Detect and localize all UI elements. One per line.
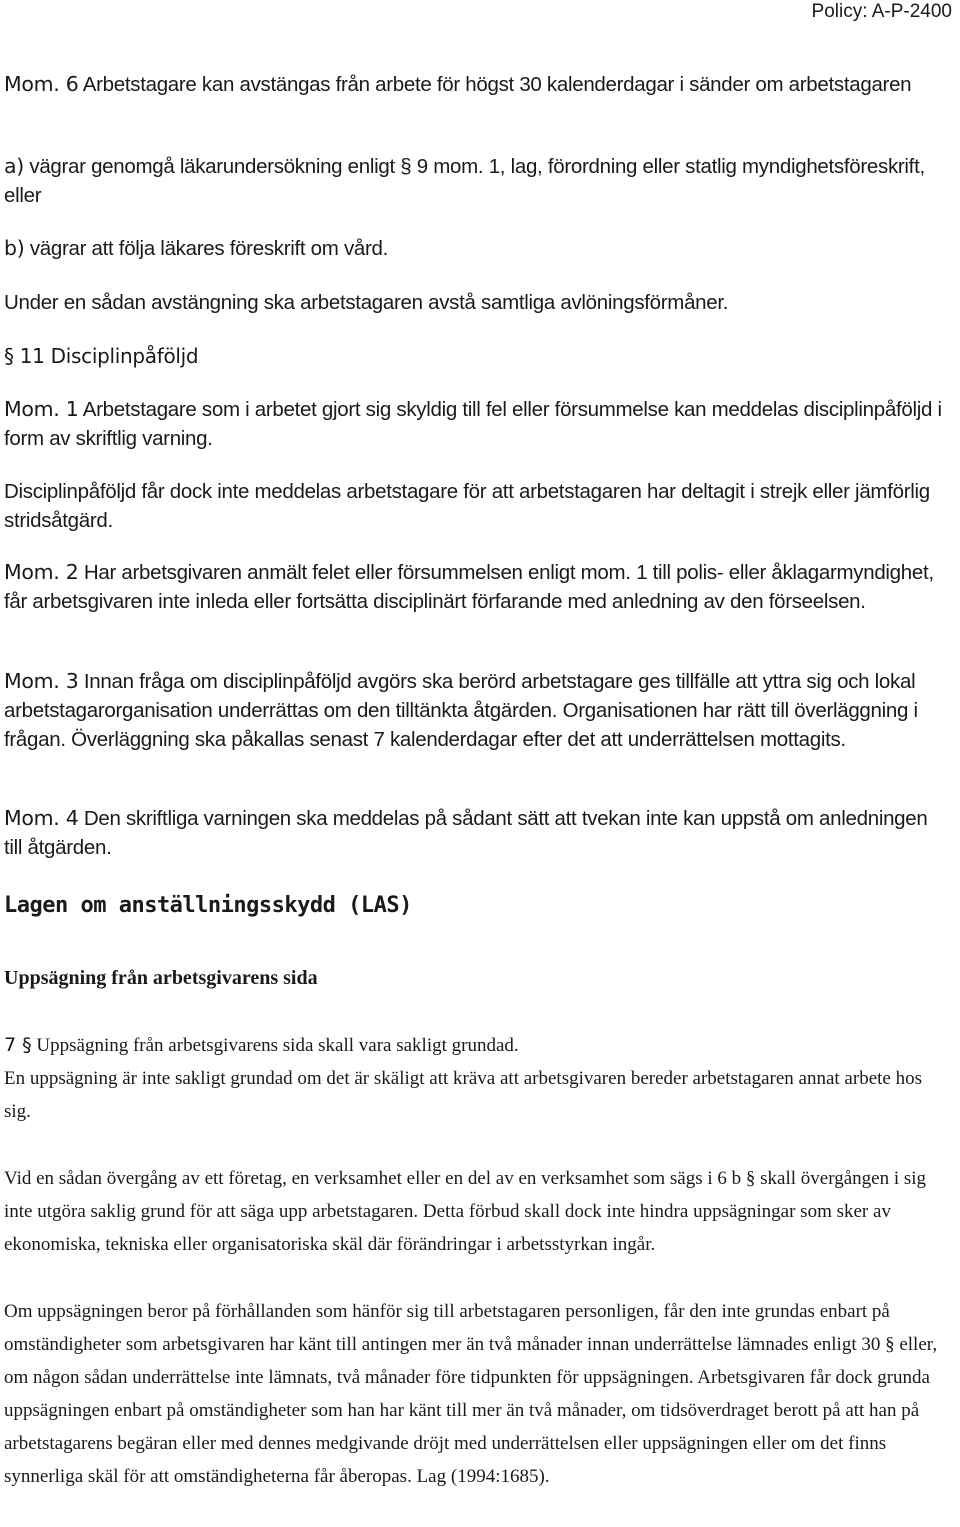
paragraph-text: Den skriftliga varningen ska meddelas på sådant sätt att tvekan inte kan uppstå om anledningen till åtgärden.: [4, 807, 928, 859]
item-label: b): [4, 236, 25, 260]
mom-label: Mom. 4: [4, 806, 79, 830]
mom2-paragraph: [4, 558, 949, 616]
avstangning-paragraph: Under en sådan avstängning ska arbetstagaren avstå samtliga avlöningsförmåner.: [4, 291, 729, 314]
las-heading: Lagen om anställningsskydd (LAS): [4, 893, 412, 918]
item-label: a): [4, 154, 24, 178]
mom3-paragraph: [4, 667, 949, 754]
mom4-paragraph: [4, 804, 949, 862]
strejk-paragraph: Disciplinpåföljd får dock inte meddelas arbetstagare för att arbetstagaren har deltagit i strejk eller jämförlig stridsåtgärd.: [4, 480, 930, 532]
mom-label: Mom. 2: [4, 560, 79, 584]
overgang-paragraph: Vid en sådan övergång av ett företag, en verksamhet eller en del av en verksamhet som sägs i 6 b § skall övergången i sig inte utgöra saklig grund för att säga upp arbetstagaren. Detta förbud skall dock inte hindra uppsägningar som sker av ekonomiska, tekniska eller organisatoriska skäl där förändringar i arbetsstyrkan ingår.: [4, 1168, 927, 1255]
lag-7-paragraph: [4, 1029, 949, 1062]
section-number: 7 §: [4, 1034, 32, 1056]
mom6-paragraph: [4, 70, 949, 99]
mom-label: Mom. 1: [4, 397, 79, 421]
paragraph-text: Uppsägning från arbetsgivarens sida skall vara sakligt grundad.: [31, 1035, 519, 1056]
paragraph-text: Har arbetsgivaren anmält felet eller försummelsen enligt mom. 1 till polis- eller åklagarmyndighet, får arbetsgivaren inte inleda eller fortsätta disciplinärt förfarande med anledning av den förseelsen.: [4, 561, 934, 613]
section-heading-11: § 11 Disciplinpåföljd: [4, 344, 199, 368]
item-b: [4, 234, 949, 263]
policy-id: Policy: A-P-2400: [811, 1, 952, 22]
personliga-skal-paragraph: Om uppsägningen beror på förhållanden som hänför sig till arbetstagaren personligen, får den inte grundas enbart på omständigheter som arbetsgivaren har känt till antingen mer än två månader innan underrättelse lämnades enligt 30 § eller, om någon sådan underrättelse inte lämnats, två månader före tidpunkten för uppsägningen. Arbetsgivaren får dock grunda uppsägningen enbart på omständigheter som han har känt till mer än två månader, om tidsöverdraget berott på att han på arbetstagarens begäran eller med dennes medgivande dröjt med underrättelsen eller uppsägningen eller om det finns synnerliga skäl för att omständigheterna får åberopas. Lag (1994:1685).: [4, 1301, 938, 1487]
item-text: vägrar genomgå läkarundersökning enligt § 9 mom. 1, lag, förordning eller statlig myndighetsföreskrift, eller: [4, 155, 925, 207]
saklig-grund-paragraph: En uppsägning är inte sakligt grundad om det är skäligt att kräva att arbetsgivaren bereder arbetstagaren annat arbete hos sig.: [4, 1068, 922, 1122]
mom1-paragraph: [4, 395, 949, 453]
mom-label: Mom. 6: [4, 72, 79, 96]
item-a: [4, 152, 949, 210]
item-text: vägrar att följa läkares föreskrift om vård.: [24, 237, 389, 260]
paragraph-text: Arbetstagare kan avstängas från arbete för högst 30 kalenderdagar i sänder om arbetstagaren: [78, 73, 912, 96]
subheading: Uppsägning från arbetsgivarens sida: [4, 967, 318, 989]
paragraph-text: Arbetstagare som i arbetet gjort sig skyldig till fel eller försummelse kan meddelas disciplinpåföljd i form av skriftlig varning.: [4, 398, 942, 450]
mom-label: Mom. 3: [4, 669, 79, 693]
paragraph-text: Innan fråga om disciplinpåföljd avgörs ska berörd arbetstagare ges tillfälle att yttra sig och lokal arbetstagarorganisation underrättas om den tilltänkta åtgärden. Organisationen har rätt till överläggning i frågan. Överläggning ska påkallas senast 7 kalenderdagar efter det att underrättelsen mottagits.: [4, 670, 918, 751]
